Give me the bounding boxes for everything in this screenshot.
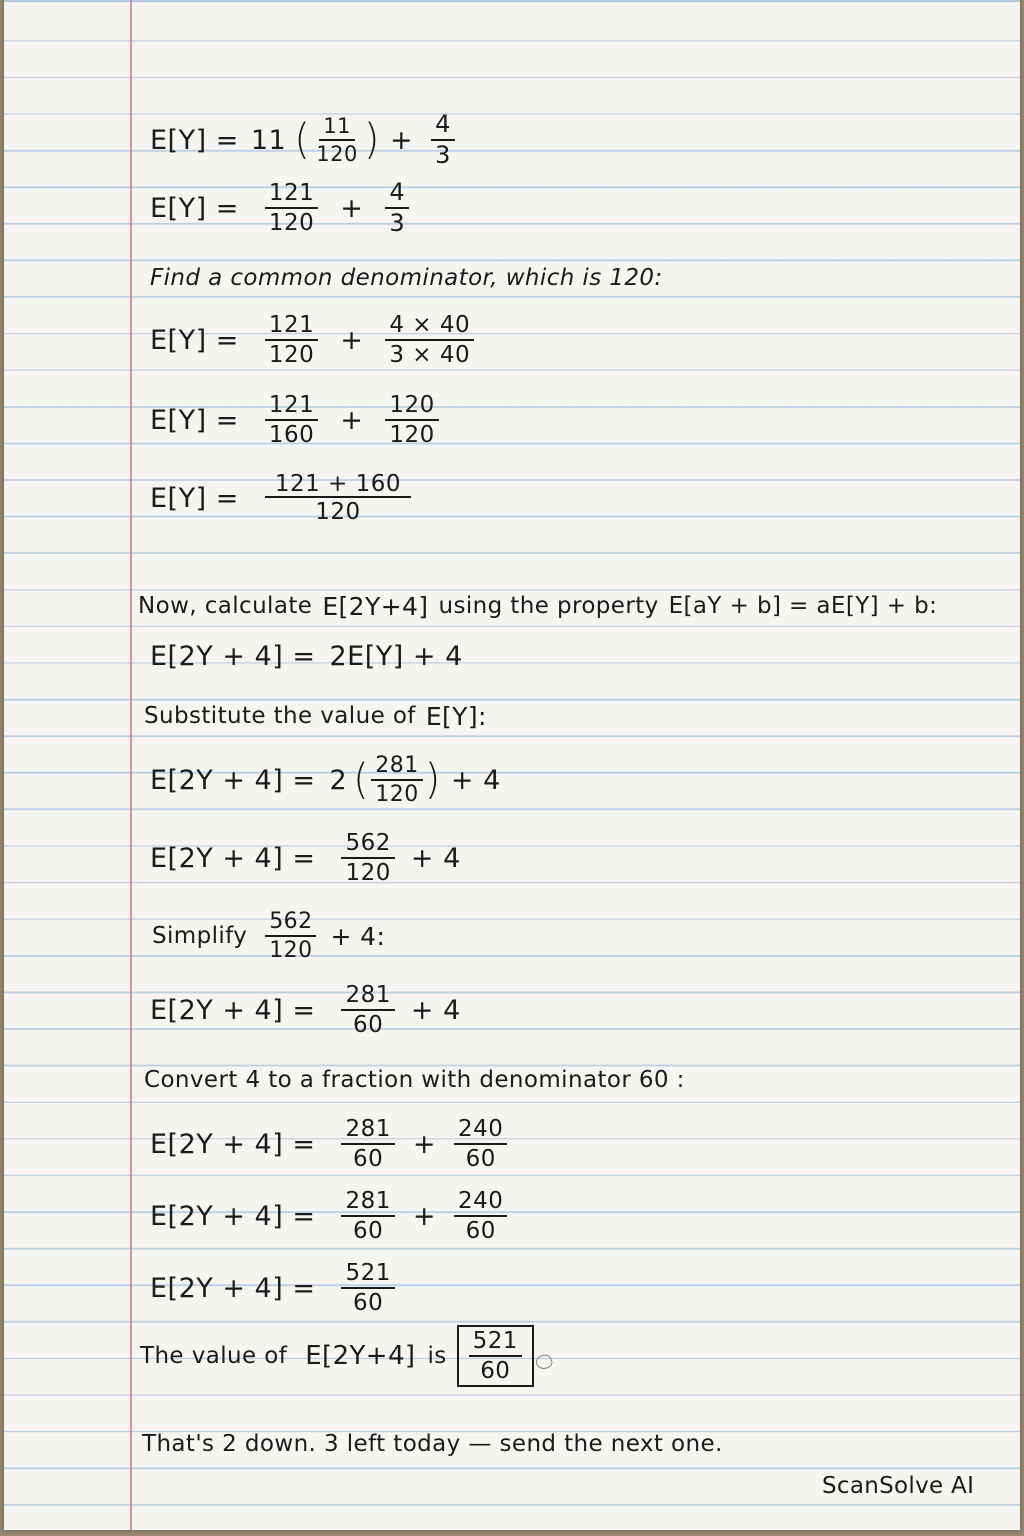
text: Now, calculate xyxy=(138,593,313,619)
plus-sign: + xyxy=(412,1200,437,1232)
denominator: 60 xyxy=(353,1290,384,1316)
lhs: E[Y] = xyxy=(150,482,239,514)
fraction xyxy=(385,177,409,237)
lhs: E[2Y + 4] = xyxy=(150,1272,316,1304)
tail: + 4 xyxy=(450,764,501,796)
pen-scribble-icon xyxy=(534,1353,554,1372)
denominator: 120 xyxy=(375,782,419,807)
lhs: E[Y] = xyxy=(150,404,239,436)
numerator: 281 xyxy=(341,1117,394,1145)
numerator: 4 xyxy=(431,112,455,141)
expression: E[2Y+4] xyxy=(322,591,429,621)
fraction xyxy=(385,313,474,367)
coefficient: 2 xyxy=(329,764,348,796)
denominator: 120 xyxy=(268,210,315,236)
numerator: 240 xyxy=(454,1117,507,1145)
close-paren: ) xyxy=(424,755,441,805)
denominator: 60 xyxy=(353,1218,384,1244)
numerator: 240 xyxy=(454,1189,507,1217)
denominator: 3 × 40 xyxy=(389,342,471,368)
lhs: E[2Y + 4] = xyxy=(150,764,316,796)
denominator: 60 xyxy=(480,1358,511,1384)
instruction-text: Find a common denominator, which is 120: xyxy=(150,265,663,291)
denominator: 120 xyxy=(269,938,313,963)
denominator: 120 xyxy=(345,860,391,886)
denominator: 60 xyxy=(465,1218,496,1244)
numerator: 4 × 40 xyxy=(385,313,474,341)
numerator: 121 xyxy=(265,393,318,421)
fraction xyxy=(341,831,394,885)
signature-text: ScanSolve AI xyxy=(822,1473,975,1499)
text: is xyxy=(427,1343,447,1369)
denominator: 3 xyxy=(385,207,409,236)
fraction xyxy=(371,754,423,806)
numerator: 562 xyxy=(341,831,394,859)
numerator: 121 xyxy=(265,181,318,209)
numerator: 121 + 160 xyxy=(265,472,411,498)
coefficient: 11 xyxy=(250,124,287,156)
fraction xyxy=(341,983,394,1037)
plus-sign: + xyxy=(412,1128,437,1160)
fraction xyxy=(265,181,318,235)
tail: + 4 xyxy=(410,842,461,874)
text: That's 2 down. 3 left today — send the next one. xyxy=(142,1431,723,1457)
plus-sign: + xyxy=(340,324,364,356)
lhs: E[2Y + 4] = xyxy=(150,640,316,672)
fraction xyxy=(265,910,316,962)
tail: + 4: xyxy=(330,921,386,951)
lhs: E[Y] = xyxy=(150,192,239,224)
denominator: 60 xyxy=(465,1146,496,1172)
boxed-answer xyxy=(457,1325,534,1387)
lhs: E[2Y + 4] = xyxy=(150,842,316,874)
numerator: 11 xyxy=(319,115,355,141)
fraction xyxy=(469,1329,522,1383)
fraction xyxy=(265,472,411,524)
expression: E[Y]: xyxy=(425,701,487,731)
denominator: 60 xyxy=(353,1012,384,1038)
text: The value of xyxy=(140,1343,288,1369)
lhs: E[Y] = xyxy=(150,324,239,356)
numerator: 121 xyxy=(265,313,318,341)
fraction xyxy=(341,1189,394,1243)
close-paren: ) xyxy=(363,115,380,165)
fraction xyxy=(341,1117,394,1171)
lhs: E[2Y + 4] = xyxy=(150,1200,316,1232)
lhs: E[2Y + 4] = xyxy=(150,1128,316,1160)
fraction xyxy=(265,393,318,447)
text: Simplify xyxy=(152,923,248,949)
lhs: E[2Y + 4] = xyxy=(150,994,316,1026)
expression: E[2Y+4] xyxy=(305,1341,416,1371)
fraction xyxy=(385,393,438,447)
denominator: 60 xyxy=(353,1146,384,1172)
expression: E[aY + b] = aE[Y] + b: xyxy=(668,593,938,619)
denominator: 120 xyxy=(268,342,315,368)
fraction xyxy=(265,313,318,367)
numerator: 521 xyxy=(469,1329,522,1357)
text: using the property xyxy=(438,593,659,619)
fraction xyxy=(341,1261,394,1315)
open-paren: ( xyxy=(294,115,311,165)
text: Substitute the value of xyxy=(144,703,416,729)
plus-sign: + xyxy=(340,404,364,436)
plus-sign: + xyxy=(390,124,414,156)
fraction xyxy=(454,1117,507,1171)
open-paren: ( xyxy=(353,755,370,805)
text: Convert 4 to a fraction with denominator 60 : xyxy=(144,1067,685,1093)
fraction xyxy=(454,1189,507,1243)
plus-sign: + xyxy=(340,192,364,224)
numerator: 281 xyxy=(341,1189,394,1217)
rhs: 2E[Y] + 4 xyxy=(329,640,463,672)
denominator: 3 xyxy=(435,141,451,169)
denominator: 160 xyxy=(268,422,315,448)
denominator: 120 xyxy=(389,422,435,448)
numerator: 281 xyxy=(371,754,423,781)
numerator: 120 xyxy=(385,393,438,421)
denominator: 120 xyxy=(316,142,358,166)
fraction xyxy=(431,109,455,169)
numerator: 521 xyxy=(341,1261,394,1289)
fraction xyxy=(312,115,362,165)
numerator: 562 xyxy=(265,910,316,937)
numerator: 4 xyxy=(389,177,406,206)
numerator: 281 xyxy=(341,983,394,1011)
red-margin-line xyxy=(130,0,132,1530)
denominator: 120 xyxy=(315,499,361,525)
lhs: E[Y] = xyxy=(150,124,239,156)
notebook-paper xyxy=(4,0,1020,1530)
tail: + 4 xyxy=(410,994,461,1026)
